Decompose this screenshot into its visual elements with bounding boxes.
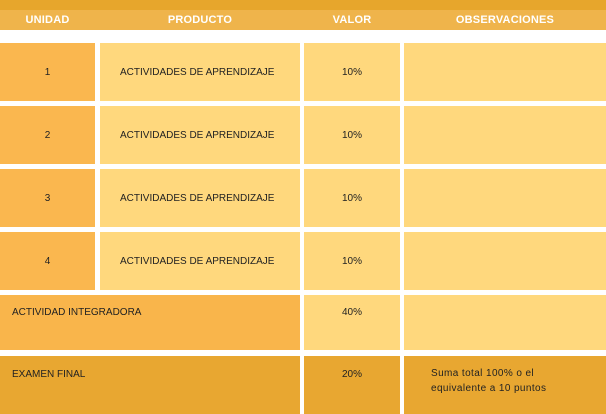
- row-4-producto: ACTIVIDADES DE APRENDIZAJE: [100, 232, 300, 290]
- integradora-valor: 40%: [304, 295, 400, 350]
- row-4-valor: 10%: [304, 232, 400, 290]
- row-3-observaciones: [404, 169, 606, 227]
- row-2-unidad: 2: [0, 106, 95, 164]
- row-1-valor: 10%: [304, 43, 400, 101]
- table-header: [0, 10, 606, 30]
- row-2-observaciones: [404, 106, 606, 164]
- row-3-producto: ACTIVIDADES DE APRENDIZAJE: [100, 169, 300, 227]
- top-strip: [0, 0, 606, 10]
- examen-label: EXAMEN FINAL: [0, 356, 300, 414]
- header-unidad: UNIDAD: [25, 14, 70, 26]
- integradora-label: ACTIVIDAD INTEGRADORA: [0, 295, 300, 350]
- row-1-producto: ACTIVIDADES DE APRENDIZAJE: [100, 43, 300, 101]
- examen-observaciones: Suma total 100% o el equivalente a 10 puntos: [431, 368, 547, 394]
- examen-valor: 20%: [304, 356, 400, 414]
- header-valor: VALOR: [332, 14, 372, 26]
- row-1-unidad: 1: [0, 43, 95, 101]
- row-3-valor: 10%: [304, 169, 400, 227]
- row-3-unidad: 3: [0, 169, 95, 227]
- row-2-producto: ACTIVIDADES DE APRENDIZAJE: [100, 106, 300, 164]
- row-2-valor: 10%: [304, 106, 400, 164]
- row-4-observaciones: [404, 232, 606, 290]
- row-4-unidad: 4: [0, 232, 95, 290]
- header-observaciones: OBSERVACIONES: [455, 14, 555, 26]
- row-1-observaciones: [404, 43, 606, 101]
- header-producto: PRODUCTO: [167, 14, 233, 26]
- integradora-observaciones: [404, 295, 606, 350]
